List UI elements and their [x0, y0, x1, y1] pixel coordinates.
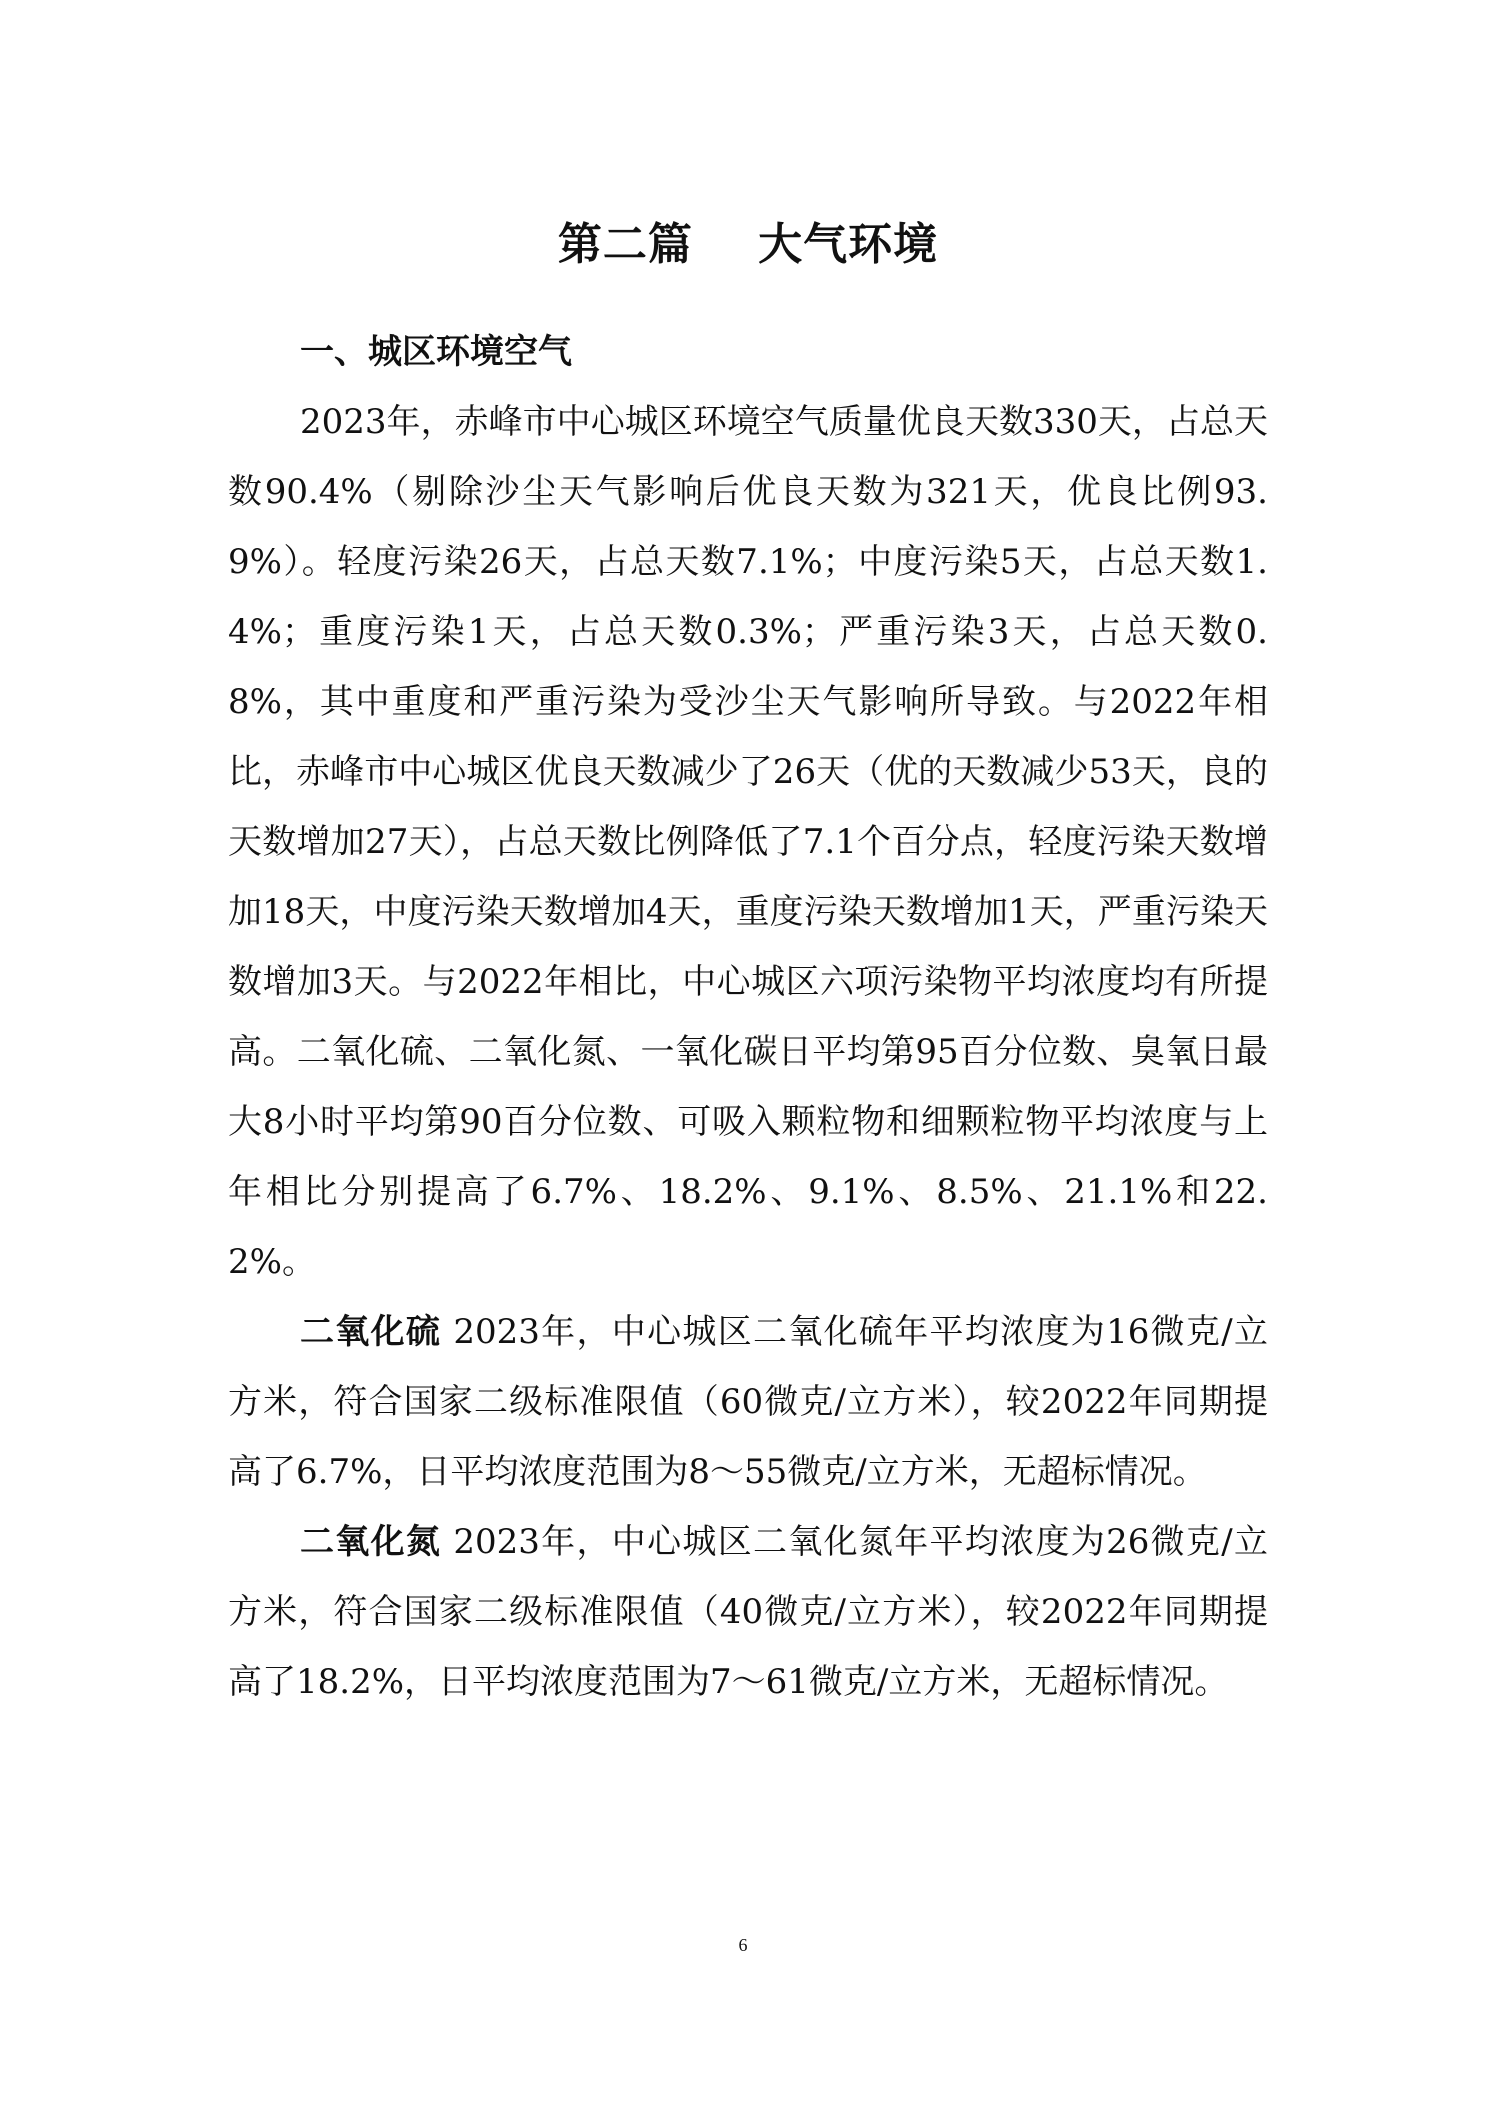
- paragraph-overview: [228, 387, 1268, 1297]
- paragraph-nitrogen-dioxide: [228, 1507, 1268, 1717]
- paragraph-text-sulfur-dioxide: 2023年，中心城区二氧化硫年平均浓度为16微克/立方米，符合国家二级标准限值（60微克/立方米），较2022年同期提高了6.7%，日平均浓度范围为8～55微克/立方米，无超标情况。: [228, 1312, 1269, 1492]
- paragraph-text-nitrogen-dioxide: 2023年，中心城区二氧化氮年平均浓度为26微克/立方米，符合国家二级标准限值（40微克/立方米），较2022年同期提高了18.2%，日平均浓度范围为7～61微克/立方米，无超标情况。: [228, 1522, 1269, 1702]
- section-heading: 一、城区环境空气: [300, 332, 572, 372]
- page-number: 6: [738, 1935, 748, 1955]
- paragraph-sulfur-dioxide: [228, 1297, 1268, 1507]
- page-content: [228, 215, 1268, 1717]
- paragraph-text: 2023年，赤峰市中心城区环境空气质量优良天数330天，占总天数90.4%（剔除沙尘天气影响后优良天数为321天，优良比例93.9%）。轻度污染26天，占总天数7.1%；中度污染5天，占总天数1.4%；重度污染1天，占总天数0.3%；严重污染3天，占总天数0.8%，其中重度和严重污染为受沙尘天气影响所导致。与2022年相比，赤峰市中心城区优良天数减少了26天（优的天数减少53天，良的天数增加27天），占总天数比例降低了7.1个百分点，轻度污染天数增加18天，中度污染天数增加4天，重度污染天数增加1天，严重污染天数增加3天。与2022年相比，中心城区六项污染物平均浓度均有所提高。二氧化硫、二氧化氮、一氧化碳日平均第95百分位数、臭氧日最大8小时平均第90百分位数、可吸入颗粒物和细颗粒物平均浓度与上年相比分别提高了6.7%、18.2%、9.1%、8.5%、21.1%和22.2%。: [228, 402, 1268, 1282]
- paragraph-lead-nitrogen-dioxide: 二氧化氮: [300, 1522, 442, 1562]
- paragraph-lead-sulfur-dioxide: 二氧化硫: [300, 1312, 442, 1352]
- document-title: 第二篇 大气环境: [557, 219, 939, 270]
